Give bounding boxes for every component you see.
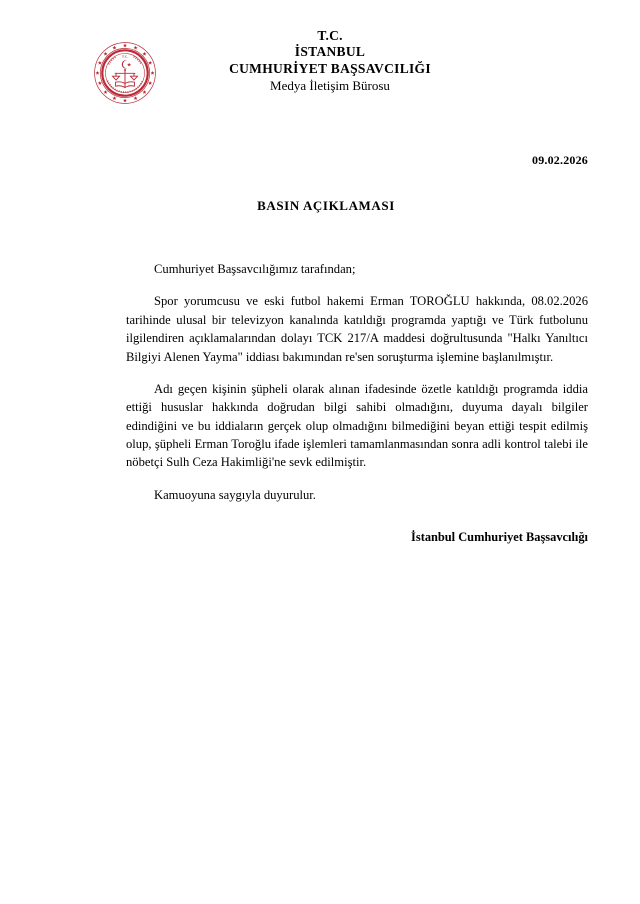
svg-text:T.C.: T.C. (121, 54, 129, 59)
paragraph-investigation: Spor yorumcusu ve eski futbol hakemi Erman TOROĞLU hakkında, 08.02.2026 tarihinde ulusal bir televizyon kanalında katıldığı programda yaptığı ve Türk futbolunu ilgilendiren açıklamalarından dolayı TCK 217/A maddesi doğrultusunda "Halkı Yanıltıcı Bilgiyi Alenen Yayma" iddiası bakımından re'sen soruşturma işlemine başlanılmıştır. (126, 294, 588, 364)
turkish-justice-ministry-seal-icon (93, 41, 157, 105)
document-body (126, 214, 588, 504)
document-date: 09.02.2026 (532, 153, 588, 167)
paragraph-closing: Kamuoyuna saygıyla duyurulur. (154, 487, 316, 502)
header-line-office: CUMHURİYET BAŞSAVCILIĞI (229, 60, 431, 76)
paragraph-intro: Cumhuriyet Başsavcılığımız tarafından; (154, 262, 356, 276)
header-line-tc: T.C. (317, 28, 343, 43)
header-line-city: İSTANBUL (294, 44, 366, 60)
header-line-bureau: Medya İletişim Bürosu (270, 78, 390, 94)
paragraph-statement: Adı geçen kişinin şüpheli olarak alınan ifadesinde özetle katıldığı programda iddia ettiği hususlar hakkında doğrudan bilgi sahibi olmadığını, duyuma dayalı bilgiler edindiğini ve bu iddiaların gerçek olup olmadığını bilmediğini beyan ettiği tespit edilmiş olup, şüpheli Erman Toroğlu ifade işlemleri tamamlanmasından sonra adli kontrol talebi ile nöbetçi Sulh Ceza Hakimliği'ne sevk edilmiştir. (126, 381, 588, 470)
document-header (0, 0, 640, 120)
signature-block: İstanbul Cumhuriyet Başsavcılığı (411, 530, 588, 545)
page-title: BASIN AÇIKLAMASI (257, 198, 395, 213)
